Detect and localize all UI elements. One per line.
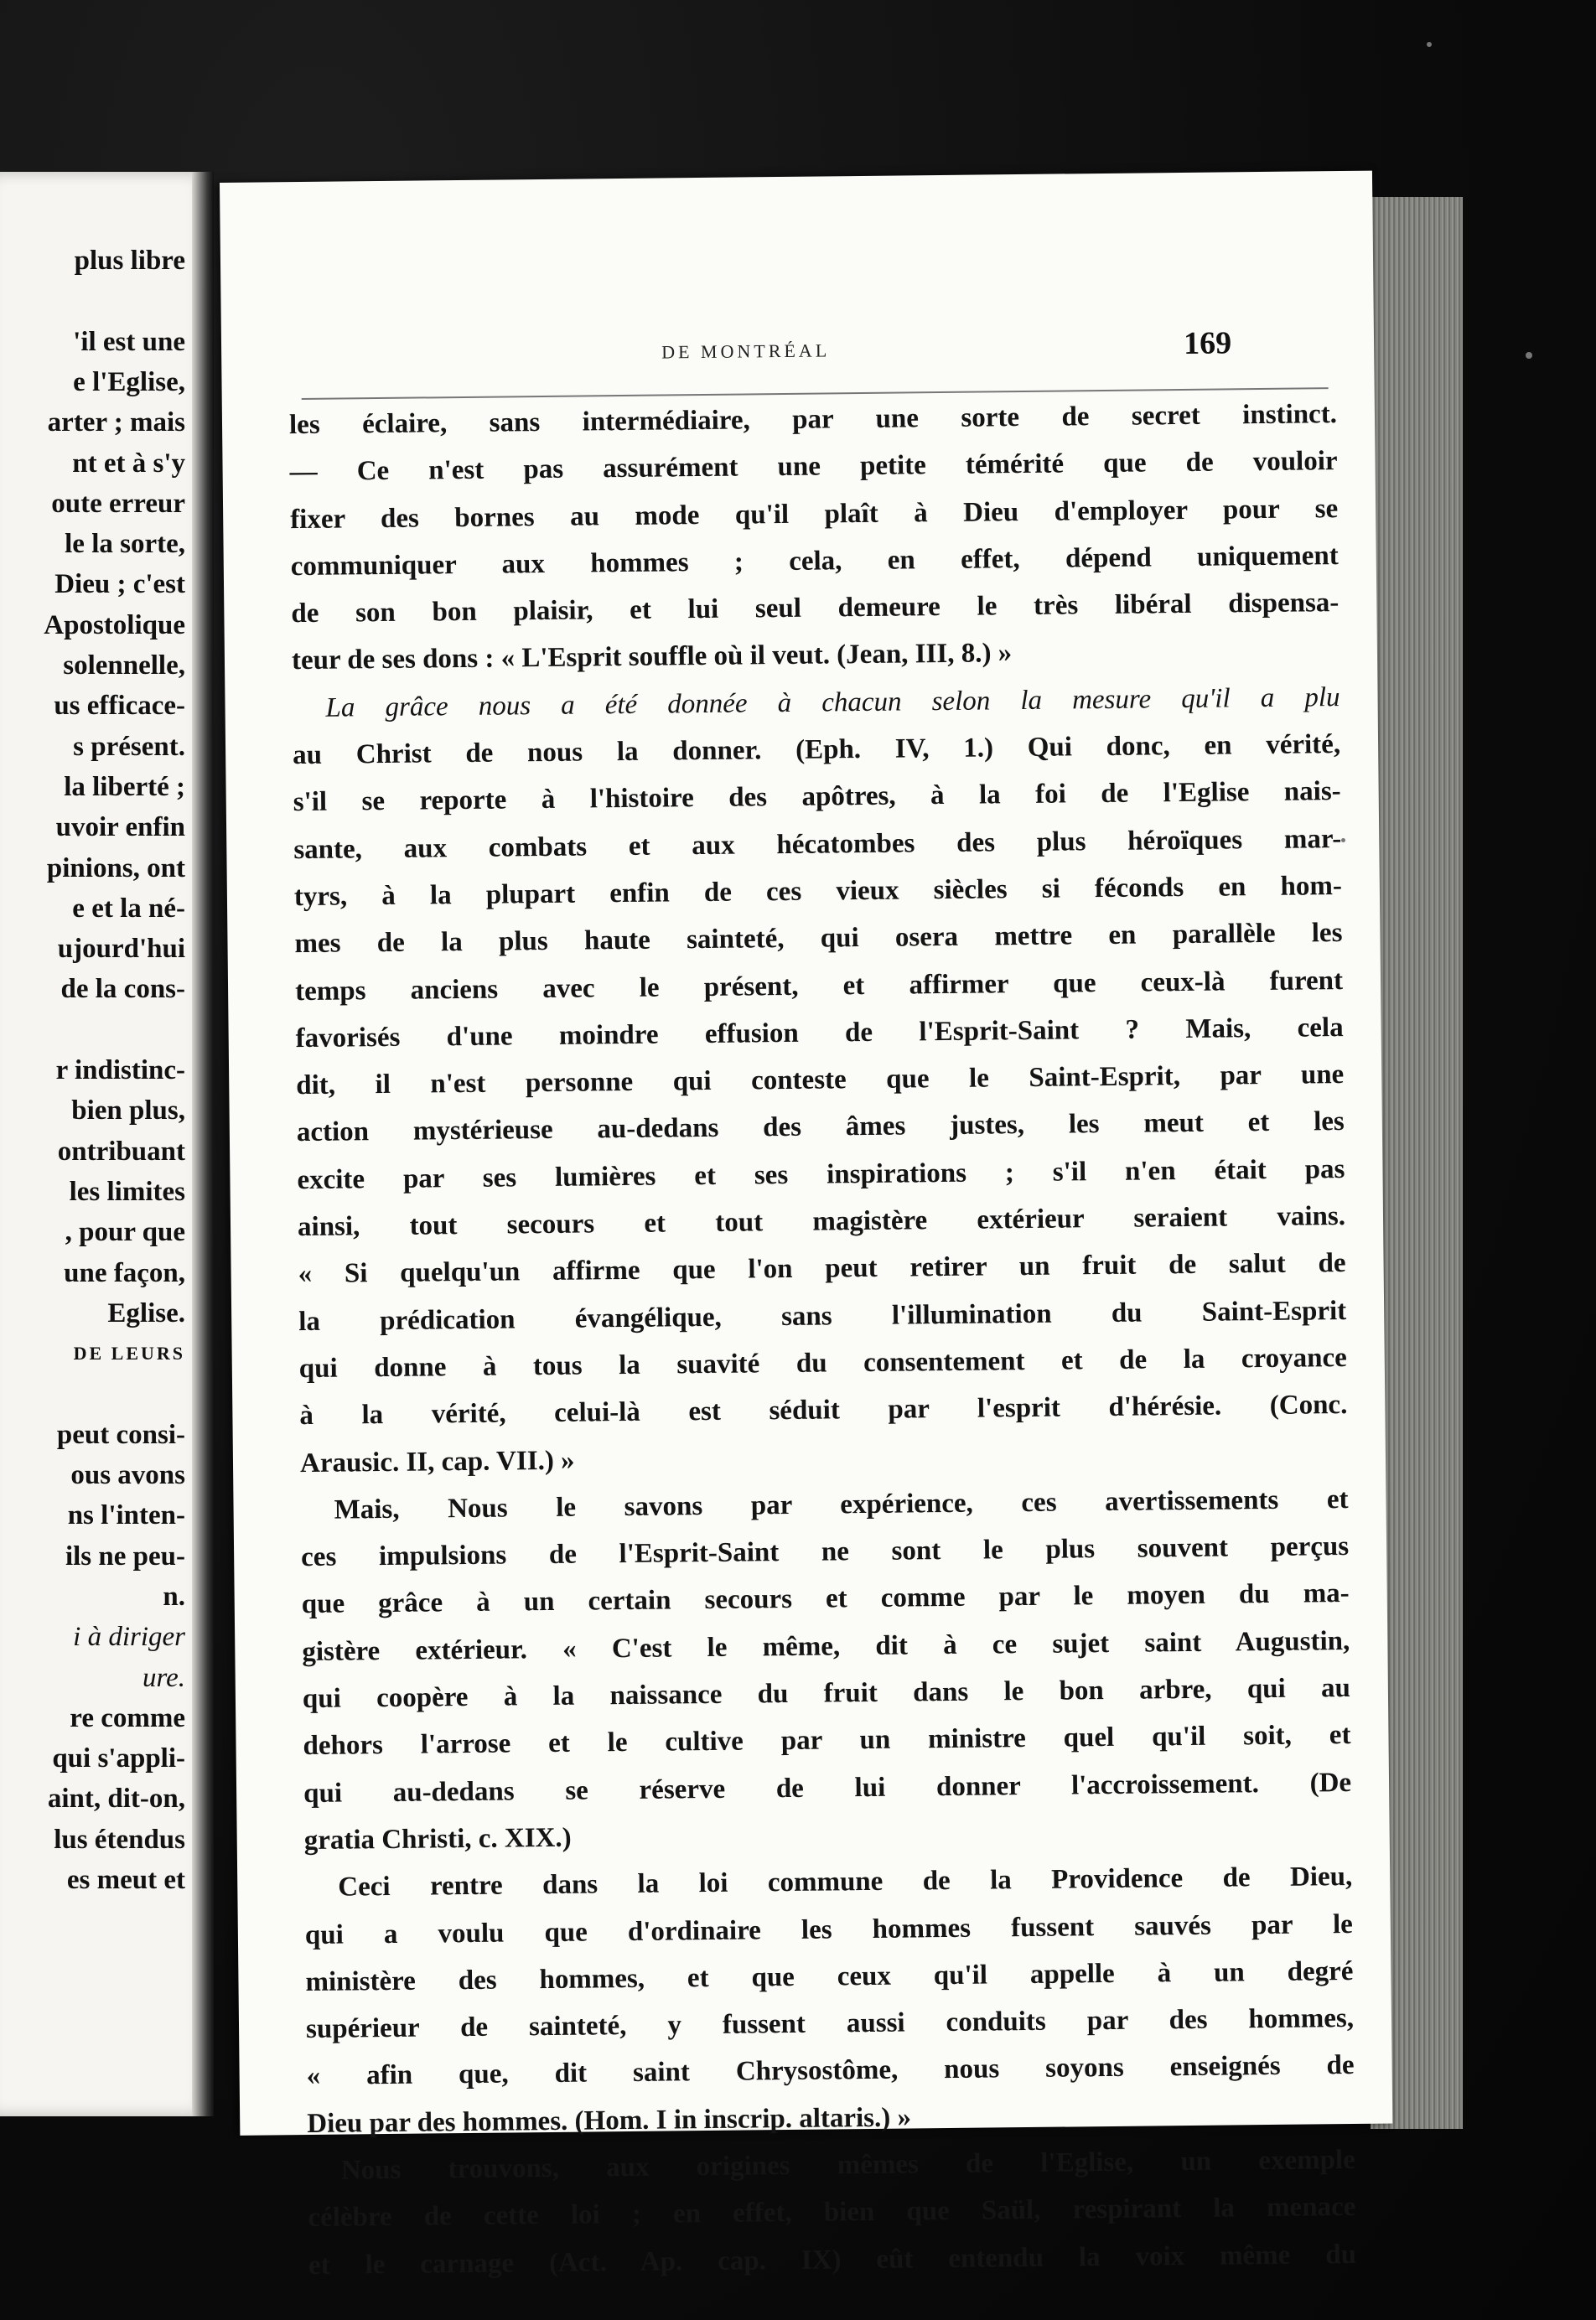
left-page-line: Dieu ; c'est — [54, 569, 185, 600]
left-page-line: Eglise. — [107, 1297, 185, 1328]
body-line: action mystérieuse au-dedans des âmes justes, les meut et les — [296, 1106, 1345, 1148]
left-page-line: re comme — [70, 1702, 185, 1733]
body-line: communiquer aux hommes ; cela, en effet, dépend uniquement — [290, 540, 1339, 583]
body-line: qui donne à tous la suavité du consentement et de la croyance — [298, 1342, 1347, 1385]
body-line: « afin que, dit saint Chrysostôme, nous soyons enseignés de — [306, 2050, 1355, 2092]
body-line: tyrs, à la plupart enfin de ces vieux siècles si féconds en hom- — [293, 870, 1343, 913]
left-page-line: es meut et — [66, 1865, 185, 1895]
body-line: « Si quelqu'un affirme que l'on peut retirer un fruit de salut de — [298, 1248, 1346, 1290]
right-page — [220, 171, 1392, 2281]
body-line: ministère des hommes, et que ceux qu'il appelle à un degré — [305, 1955, 1354, 1997]
left-page-line: arter ; mais — [47, 407, 185, 438]
body-line: temps anciens avec le présent, et affirmer que ceux-là furent — [294, 965, 1344, 1007]
body-line: Arausic. II, cap. VII.) » — [299, 1445, 575, 1478]
body-line: les éclaire, sans intermédiaire, par une sorte de secret instinct. — [288, 399, 1338, 441]
body-line: La grâce nous a été donnée à chacun selon la mesure qu'il a plu — [325, 681, 1340, 723]
body-line: favorisés d'une moindre effusion de l'Esprit-Saint ? Mais, cela — [295, 1012, 1344, 1054]
body-line: Dieu par des hommes. (Hom. I in inscrip. altaris.) » — [307, 2102, 912, 2139]
left-page-line: ns l'inten- — [67, 1500, 185, 1531]
body-line: Nous trouvons, aux origines mêmes de l'Eglise, un exemple — [340, 2144, 1355, 2186]
page-number: 169 — [1183, 325, 1232, 361]
body-line: et le carnage (Act. Ap. cap. IX) eût entendu la voix même du — [308, 2239, 1357, 2281]
left-page-line: ontribuant — [57, 1136, 185, 1167]
left-page-line: les limites — [69, 1176, 185, 1207]
page-body-text — [289, 391, 1357, 2289]
dust-speck — [1526, 352, 1532, 359]
left-page-line: e l'Eglise, — [73, 366, 185, 397]
left-page-line: nt et à s'y — [72, 448, 185, 479]
left-page-line: aint, dit-on, — [47, 1784, 185, 1815]
body-line: gratia Christi, c. XIX.) — [303, 1822, 572, 1856]
body-line: — Ce n'est pas assurément une petite témérité que de vouloir — [289, 446, 1338, 488]
body-line: dit, il n'est personne qui conteste que le Saint-Esprit, par une — [296, 1059, 1345, 1101]
left-page-gutter-shadow — [192, 172, 214, 2116]
left-page-line: , pour que — [65, 1217, 185, 1248]
body-line: dehors l'arrose et le cultive par un ministre quel qu'il soit, et — [303, 1720, 1351, 1762]
left-page-line: oute erreur — [51, 488, 185, 519]
left-page-line: uvoir enfin — [55, 812, 185, 843]
body-line: ces impulsions de l'Esprit-Saint ne sont le plus souvent perçus — [300, 1531, 1350, 1573]
body-line: de son bon plaisir, et lui seul demeure le très libéral dispensa- — [291, 588, 1340, 629]
left-page — [0, 172, 214, 2116]
body-line: ainsi, tout secours et tout magistère extérieur seraient vains. — [297, 1201, 1346, 1243]
body-line: sante, aux combats et aux hécatombes des plus héroïques mar- — [293, 823, 1342, 865]
left-page-line: bien plus, — [71, 1095, 185, 1126]
body-line: qui a voulu que d'ordinaire les hommes fussent sauvés par le — [304, 1908, 1354, 1950]
left-page-line: la liberté ; — [64, 771, 185, 802]
left-page-line: ous avons — [70, 1460, 185, 1490]
dust-speck — [1427, 42, 1432, 47]
body-line: la prédication évangélique, sans l'illumination du Saint-Esprit — [298, 1295, 1347, 1337]
left-page-line: solennelle, — [63, 650, 185, 681]
left-page-line: DE LEURS — [73, 1343, 185, 1365]
left-page-line: de la cons- — [60, 974, 185, 1005]
running-head: DE MONTRÉAL — [661, 339, 831, 363]
left-page-line: r indistinc- — [55, 1055, 185, 1085]
left-page-line: le la sorte, — [65, 529, 185, 560]
body-line: Mais, Nous le savons par expérience, ces avertissements et — [334, 1484, 1349, 1525]
body-line: qui coopère à la naissance du fruit dans le bon arbre, qui au — [302, 1672, 1351, 1715]
left-page-line: us efficace- — [54, 691, 185, 722]
left-page-line: e et la né- — [72, 893, 185, 924]
body-line: supérieur de sainteté, y fussent aussi conduits par des hommes, — [305, 2003, 1355, 2045]
left-page-line: une façon, — [64, 1257, 185, 1288]
left-page-line: ure. — [142, 1662, 185, 1693]
body-line: fixer des bornes au mode qu'il plaît à Dieu d'employer pour se — [290, 493, 1339, 535]
left-page-line: 'il est une — [73, 326, 185, 357]
left-page-line: i à diriger — [73, 1622, 185, 1653]
left-page-line: lus étendus — [54, 1824, 185, 1855]
left-page-line: Apostolique — [44, 609, 185, 640]
left-page-line: pinions, ont — [46, 852, 185, 883]
body-line: s'il se reporte à l'histoire des apôtres, à la foi de l'Eglise nais- — [293, 776, 1341, 818]
left-page-line: n. — [163, 1581, 185, 1612]
body-line: que grâce à un certain secours et comme par le moyen du ma- — [301, 1578, 1350, 1620]
body-line: excite par ses lumières et ses inspirations ; s'il n'en était pas — [297, 1153, 1345, 1195]
body-line: célèbre de cette loi ; en effet, bien que Saül, respirant la menace — [308, 2192, 1356, 2234]
body-line: qui au-dedans se réserve de lui donner l'accroissement. (De — [303, 1767, 1352, 1809]
left-page-line: qui s'appli- — [52, 1743, 185, 1774]
body-line: à la vérité, celui-là est séduit par l'esprit d'hérésie. (Conc. — [299, 1390, 1348, 1432]
left-page-line: s présent. — [73, 731, 185, 762]
body-line: mes de la plus haute sainteté, qui osera mettre en parallèle les — [294, 918, 1343, 960]
left-page-line: peut consi- — [56, 1419, 185, 1450]
dust-speck — [1341, 838, 1345, 842]
left-page-line: ujourd'hui — [57, 934, 185, 965]
body-line: teur de ses dons : « L'Esprit souffle où il veut. (Jean, III, 8.) » — [291, 638, 1013, 676]
left-page-line: ils ne peu- — [65, 1541, 185, 1572]
body-line: Ceci rentre dans la loi commune de la Providence de Dieu, — [338, 1862, 1353, 1903]
left-page-line: plus libre — [74, 246, 185, 276]
body-line: au Christ de nous la donner. (Eph. IV, 1.) Qui donc, en vérité, — [292, 729, 1341, 771]
body-line: gistère extérieur. « C'est le même, dit à ce sujet saint Augustin, — [302, 1625, 1350, 1667]
